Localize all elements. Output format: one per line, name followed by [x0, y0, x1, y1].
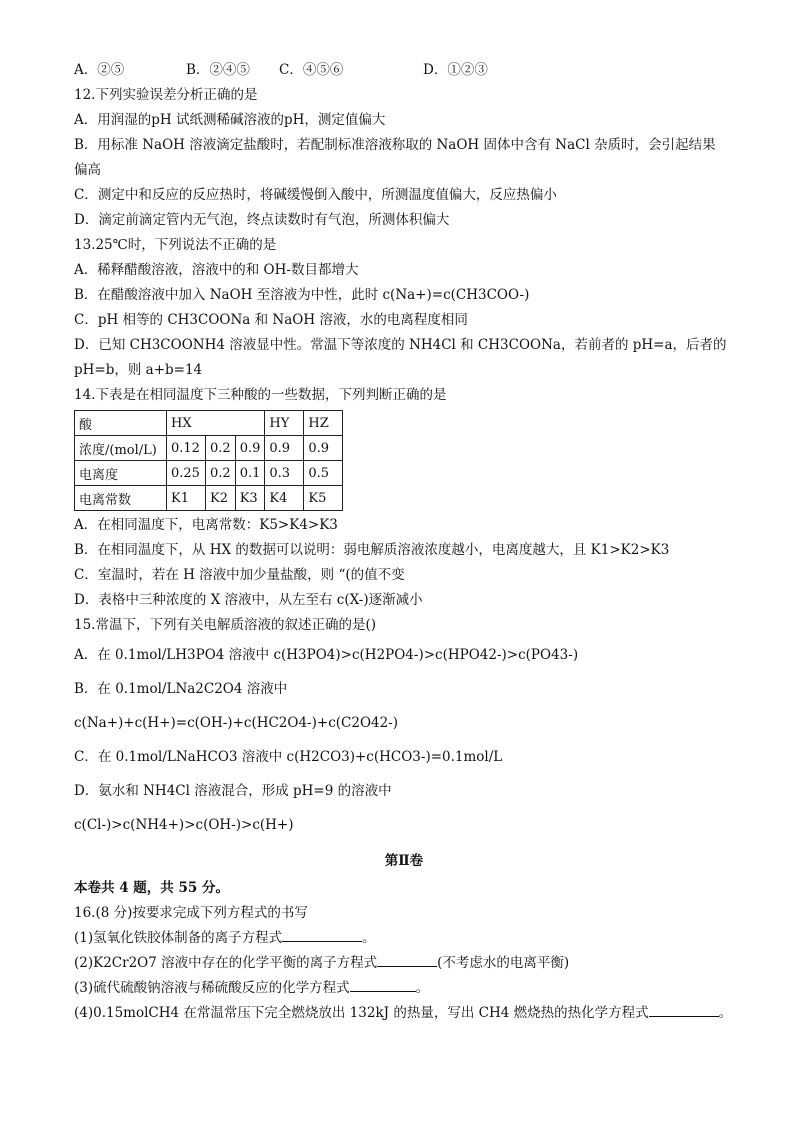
q16-part-1-text: (1)氢氧化铁胶体制备的离子方程式: [74, 930, 283, 946]
q12-option-b-cont: 偏高: [74, 162, 101, 178]
q11-option-a: A．②⑤: [74, 62, 125, 78]
q16-part-1: [74, 926, 734, 951]
table-cell: 0.2: [206, 461, 236, 486]
q16-part-2: [74, 951, 734, 976]
q14-option-a: A．在相同温度下，电离常数：K5>K4>K3: [74, 517, 338, 533]
q14-option-b: B．在相同温度下，从 HX 的数据可以说明：弱电解质溶液浓度越小，电离度越大，且 K1>K2>K3: [74, 542, 670, 558]
q16-part-4: [74, 1001, 734, 1026]
table-header-cell: HZ: [304, 411, 343, 436]
table-cell: K1: [167, 486, 206, 511]
q13-option-a: A．稀释醋酸溶液，溶液中的和 OH-数目都增大: [74, 262, 359, 278]
q16-part-4-end: 。: [718, 1005, 733, 1021]
q12-option-b: B．用标准 NaOH 溶液滴定盐酸时，若配制标准溶液称取的 NaOH 固体中含有 NaCl 杂质时，会引起结果: [74, 137, 716, 153]
q15-option-b: B．在 0.1mol/LNa2C2O4 溶液中: [74, 681, 288, 697]
q15-option-d: D．氨水和 NH4Cl 溶液混合，形成 pH=9 的溶液中: [74, 783, 392, 799]
q16-part-2-end: (不考虑水的电离平衡): [437, 955, 570, 971]
table-header-cell: 酸: [75, 411, 167, 436]
answer-blank[interactable]: [377, 954, 437, 967]
table-cell: 电离度: [75, 461, 167, 486]
q16-part-2-text: (2)K2Cr2O7 溶液中存在的化学平衡的离子方程式: [74, 955, 378, 971]
q16-stem: 16.(8 分)按要求完成下列方程式的书写: [74, 905, 308, 921]
table-row: [75, 461, 343, 486]
q13-option-c: C．pH 相等的 CH3COONa 和 NaOH 溶液，水的电离程度相同: [74, 312, 468, 328]
table-cell: K5: [304, 486, 343, 511]
q15-option-c: C．在 0.1mol/LNaHCO3 溶液中 c(H2CO3)+c(HCO3-)=0.1mol/L: [74, 749, 503, 765]
exam-page: [74, 58, 734, 1026]
q16-part-3-end: 。: [415, 980, 430, 996]
table-cell: 0.9: [235, 436, 265, 461]
table-row: [75, 486, 343, 511]
q13-option-b: B．在醋酸溶液中加入 NaOH 至溶液为中性，此时 c(Na+)=c(CH3COO-): [74, 287, 530, 303]
q12-option-c: C．测定中和反应的反应热时，将碱缓慢倒入酸中，所测温度值偏大，反应热偏小: [74, 187, 557, 203]
table-cell: 0.5: [304, 461, 343, 486]
section-note: 本卷共 4 题，共 55 分。: [74, 880, 229, 896]
q11-option-b: B．②④⑤: [186, 62, 250, 78]
q12-option-d: D．滴定前滴定管内无气泡，终点读数时有气泡，所测体积偏大: [74, 212, 450, 228]
table-cell: 0.1: [235, 461, 265, 486]
q15-option-b-formula: c(Na+)+c(H+)=c(OH-)+c(HC2O4-)+c(C2O42-): [74, 715, 399, 731]
answer-blank[interactable]: [649, 1004, 719, 1017]
table-row: [75, 436, 343, 461]
table-cell: 0.2: [206, 436, 236, 461]
table-cell: K2: [206, 486, 236, 511]
table-cell: K3: [235, 486, 265, 511]
table-header-cell: HY: [265, 411, 304, 436]
table-cell: 0.12: [167, 436, 206, 461]
q16-part-3-text: (3)硫代硫酸钠溶液与稀硫酸反应的化学方程式: [74, 980, 350, 996]
table-cell: 电离常数: [75, 486, 167, 511]
table-cell: K4: [265, 486, 304, 511]
table-cell: 0.3: [265, 461, 304, 486]
table-cell: 0.9: [265, 436, 304, 461]
q15-option-a: A．在 0.1mol/LH3PO4 溶液中 c(H3PO4)>c(H2PO4-)>c(HPO42-)>c(PO43-): [74, 647, 579, 663]
q12-option-a: A．用润湿的pH 试纸测稀碱溶液的pH，测定值偏大: [74, 112, 386, 128]
table-cell: 浓度/(mol/L): [75, 436, 167, 461]
q14-stem: 14.下表是在相同温度下三种酸的一些数据，下列判断正确的是: [74, 387, 447, 403]
q12-stem: 12.下列实验误差分析正确的是: [74, 87, 258, 103]
q11-option-d: D．①②③: [423, 62, 488, 78]
q16-part-1-end: 。: [362, 930, 376, 946]
q11-option-c: C．④⑤⑥: [279, 62, 344, 78]
q14-option-d: D．表格中三种浓度的 X 溶液中，从左至右 c(X-)逐渐减小: [74, 592, 423, 608]
q13-option-d: D．已知 CH3COONH4 溶液显中性。常温下等浓度的 NH4Cl 和 CH3COONa，若前者的 pH=a，后者的: [74, 337, 727, 353]
table-cell: 0.25: [167, 461, 206, 486]
table-header-row: [75, 411, 343, 436]
q15-stem: 15.常温下，下列有关电解质溶液的叙述正确的是(): [74, 617, 377, 633]
section-title: 第Ⅱ卷: [384, 853, 424, 869]
table-cell: 0.9: [304, 436, 343, 461]
q15-option-d-formula: c(Cl-)>c(NH4+)>c(OH-)>c(H+): [74, 817, 294, 833]
answer-blank[interactable]: [350, 979, 416, 992]
q13-option-d-cont: pH=b，则 a+b=14: [74, 362, 203, 378]
q11-options: [74, 58, 734, 83]
q16-part-3: [74, 976, 734, 1001]
q13-stem: 13.25℃时，下列说法不正确的是: [74, 237, 277, 253]
q14-option-c: C．室温时，若在 H 溶液中加少量盐酸，则 “(的值不变: [74, 567, 405, 583]
q16-part-4-text: (4)0.15molCH4 在常温常压下完全燃烧放出 132kJ 的热量，写出 CH4 燃烧热的热化学方程式: [74, 1005, 649, 1021]
table-header-cell: HX: [167, 411, 265, 436]
answer-blank[interactable]: [282, 929, 362, 942]
acid-data-table: [74, 410, 343, 511]
